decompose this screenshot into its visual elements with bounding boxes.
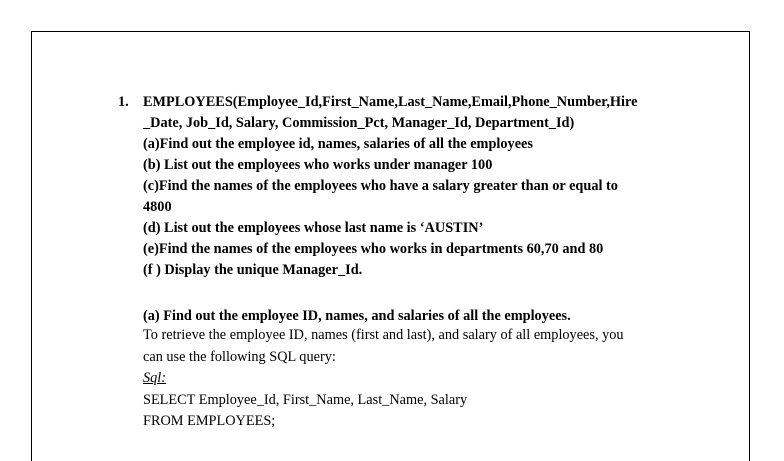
answer-heading: (a) Find out the employee ID, names, and salaries of all the employees. — [143, 308, 571, 324]
question-line: 4800 — [143, 199, 172, 215]
answer-body — [143, 325, 733, 433]
question-line — [118, 92, 698, 113]
answer-intro-line: can use the following SQL query: — [143, 348, 336, 365]
question-text: EMPLOYEES(Employee_Id,First_Name,Last_Name,Email,Phone_Number,Hire — [143, 94, 638, 110]
question-block — [118, 92, 698, 281]
answer-intro-line: To retrieve the employee ID, names (first and last), and salary of all employees, you — [143, 327, 624, 343]
sql-code-line: SELECT Employee_Id, First_Name, Last_Name, Salary — [143, 391, 468, 408]
sql-label-line — [143, 368, 733, 390]
question-line: (b) List out the employees who works under manager 100 — [143, 157, 493, 173]
question-line: (a)Find out the employee id, names, salaries of all the employees — [143, 136, 533, 152]
question-line: _Date, Job_Id, Salary, Commission_Pct, Manager_Id, Department_Id) — [143, 115, 575, 131]
question-line: (e)Find the names of the employees who works in departments 60,70 and 80 — [143, 241, 604, 257]
question-line: (d) List out the employees whose last name is ‘AUSTIN’ — [143, 220, 484, 236]
sql-label: Sql: — [143, 370, 167, 386]
question-line: (c)Find the names of the employees who have a salary greater than or equal to — [143, 178, 618, 194]
sql-code-line: FROM EMPLOYEES; — [143, 413, 276, 429]
question-number: 1. — [118, 94, 129, 110]
question-line: (f ) Display the unique Manager_Id. — [143, 262, 363, 278]
